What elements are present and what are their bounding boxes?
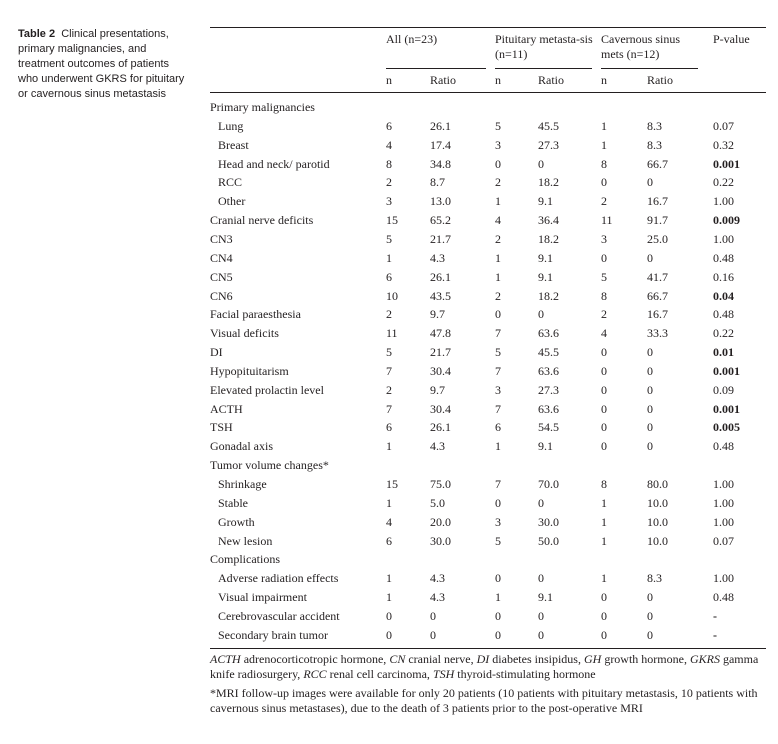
cell-n-cavernous: 0 — [601, 627, 607, 642]
cell-ratio-pituitary: 0 — [538, 307, 544, 322]
cell-ratio-all: 0 — [430, 608, 436, 623]
cell-n-cavernous: 1 — [601, 495, 607, 510]
cell-n-cavernous: 0 — [601, 382, 607, 397]
cell-ratio-all: 21.7 — [430, 345, 451, 360]
cell-ratio-pituitary: 0 — [538, 156, 544, 171]
cell-ratio-all: 34.8 — [430, 156, 451, 171]
cell-n-all: 2 — [386, 382, 392, 397]
row-label: Complications — [210, 552, 280, 567]
cell-ratio-pituitary: 9.1 — [538, 590, 553, 605]
cell-ratio-cavernous: 41.7 — [647, 269, 668, 284]
cell-p-value: - — [713, 627, 717, 642]
cell-ratio-all: 5.0 — [430, 495, 445, 510]
cell-p-value: 1.00 — [713, 194, 734, 209]
cell-n-cavernous: 0 — [601, 175, 607, 190]
row-label: Breast — [218, 137, 249, 152]
cell-n-cavernous: 8 — [601, 477, 607, 491]
cell-ratio-all: 0 — [430, 627, 436, 642]
cell-n-cavernous: 1 — [601, 571, 607, 586]
row-label: Elevated prolactin level — [210, 382, 324, 397]
footnote-abbreviations — [210, 652, 766, 682]
abbr-definition: adrenocorticotropic hormone, — [240, 652, 390, 666]
cell-n-cavernous: 8 — [601, 288, 607, 303]
cell-n-all: 0 — [386, 627, 392, 642]
row-label: DI — [210, 345, 223, 360]
cell-ratio-pituitary: 27.3 — [538, 137, 559, 152]
row-label: Visual deficits — [210, 326, 279, 341]
header-group-cavernous: Cavernous sinus mets (n=12) — [601, 32, 680, 61]
cell-ratio-all: 30.0 — [430, 533, 451, 548]
cell-ratio-cavernous: 8.3 — [647, 137, 662, 152]
row-label: Gonadal axis — [210, 439, 273, 454]
abbr-term: ACTH — [210, 652, 241, 666]
cell-ratio-pituitary: 9.1 — [538, 269, 553, 284]
table-label: Table 2 — [18, 28, 56, 40]
row-label: Hypopituitarism — [210, 363, 289, 378]
cell-n-cavernous: 1 — [601, 514, 607, 529]
cell-ratio-all: 65.2 — [430, 213, 451, 228]
cell-n-all: 10 — [386, 288, 398, 303]
cell-n-pituitary: 5 — [495, 118, 501, 133]
cell-ratio-all: 26.1 — [430, 118, 451, 133]
table-bottom-rule — [210, 648, 766, 649]
cell-n-pituitary: 5 — [495, 533, 501, 548]
cell-p-value: 1.00 — [713, 495, 734, 510]
subheader-n-all: n — [386, 73, 392, 87]
cell-ratio-cavernous: 0 — [647, 175, 653, 190]
cell-ratio-pituitary: 0 — [538, 571, 544, 586]
header-group-all: All (n=23) — [386, 32, 438, 46]
row-label: Other — [218, 194, 246, 209]
cell-n-cavernous: 0 — [601, 590, 607, 605]
subheader-ratio-cavernous: Ratio — [647, 73, 673, 87]
cell-n-pituitary: 1 — [495, 439, 501, 454]
cell-ratio-cavernous: 0 — [647, 382, 653, 397]
table-caption-text: Clinical presentations, primary malignancies, and treatment outcomes of patients who underwent GKRS for pituitary or cavernous sinus metastasis — [18, 28, 185, 100]
cell-n-cavernous: 1 — [601, 137, 607, 152]
row-label: CN6 — [210, 288, 233, 303]
cell-ratio-pituitary: 30.0 — [538, 514, 559, 529]
cell-p-value: 0.01 — [713, 345, 734, 360]
cell-p-value: 0.07 — [713, 533, 734, 548]
cell-n-all: 0 — [386, 608, 392, 623]
cell-p-value: 0.32 — [713, 137, 734, 152]
abbr-term: GH — [583, 652, 602, 666]
abbr-definition: gamma knife radiosurgery, — [210, 652, 759, 681]
cell-n-cavernous: 2 — [601, 194, 607, 209]
header-bottom-rule — [210, 92, 766, 93]
cell-ratio-cavernous: 33.3 — [647, 326, 668, 341]
cell-n-pituitary: 0 — [495, 156, 501, 171]
cell-ratio-pituitary: 18.2 — [538, 231, 559, 246]
cell-n-all: 6 — [386, 533, 392, 548]
row-label: Cranial nerve deficits — [210, 213, 314, 228]
cell-ratio-all: 4.3 — [430, 571, 445, 586]
header-group-pvalue: P-value — [713, 32, 750, 46]
cell-ratio-all: 8.7 — [430, 175, 445, 190]
row-label: CN5 — [210, 269, 233, 284]
cell-ratio-all: 30.4 — [430, 401, 451, 416]
cell-ratio-all: 30.4 — [430, 363, 451, 378]
cell-ratio-pituitary: 54.5 — [538, 420, 559, 435]
cell-n-cavernous: 1 — [601, 533, 607, 548]
cell-p-value: 0.48 — [713, 250, 734, 265]
cell-n-pituitary: 0 — [495, 608, 501, 623]
row-label: Primary malignancies — [210, 100, 315, 114]
cell-ratio-cavernous: 16.7 — [647, 307, 668, 322]
cell-n-all: 8 — [386, 156, 392, 171]
cell-ratio-cavernous: 0 — [647, 590, 653, 605]
abbr-definition: cranial nerve, — [405, 652, 477, 666]
cell-ratio-all: 4.3 — [430, 590, 445, 605]
cell-n-pituitary: 7 — [495, 363, 501, 378]
cell-ratio-cavernous: 66.7 — [647, 288, 668, 303]
row-label: TSH — [210, 420, 233, 435]
cell-n-all: 4 — [386, 137, 392, 152]
cell-ratio-all: 43.5 — [430, 288, 451, 303]
cell-ratio-pituitary: 63.6 — [538, 363, 559, 378]
cell-p-value: 0.001 — [713, 363, 740, 378]
cell-n-cavernous: 0 — [601, 439, 607, 454]
cell-n-all: 5 — [386, 231, 392, 246]
cell-n-pituitary: 0 — [495, 571, 501, 586]
subheader-n-cavernous: n — [601, 73, 607, 87]
row-label: Visual impairment — [218, 590, 307, 605]
cell-n-all: 6 — [386, 420, 392, 435]
cell-n-pituitary: 0 — [495, 307, 501, 322]
cell-p-value: 0.001 — [713, 156, 740, 171]
cell-n-all: 4 — [386, 514, 392, 529]
cell-n-all: 1 — [386, 571, 392, 586]
cell-n-all: 3 — [386, 194, 392, 209]
header-rule-cavernous — [601, 68, 698, 69]
cell-p-value: 0.07 — [713, 118, 734, 133]
cell-ratio-all: 21.7 — [430, 231, 451, 246]
cell-p-value: 0.009 — [713, 213, 740, 228]
row-label: RCC — [218, 175, 243, 190]
cell-n-pituitary: 3 — [495, 382, 501, 397]
cell-ratio-all: 26.1 — [430, 269, 451, 284]
cell-n-cavernous: 0 — [601, 420, 607, 435]
abbr-term: DI — [476, 652, 490, 666]
cell-ratio-pituitary: 0 — [538, 627, 544, 642]
cell-ratio-pituitary: 70.0 — [538, 477, 559, 491]
cell-n-pituitary: 1 — [495, 590, 501, 605]
cell-ratio-cavernous: 10.0 — [647, 495, 668, 510]
row-label: Stable — [218, 495, 248, 510]
cell-n-all: 15 — [386, 477, 398, 491]
cell-n-all: 1 — [386, 250, 392, 265]
cell-n-all: 1 — [386, 439, 392, 454]
cell-ratio-cavernous: 10.0 — [647, 533, 668, 548]
cell-ratio-pituitary: 0 — [538, 495, 544, 510]
cell-n-all: 7 — [386, 401, 392, 416]
cell-ratio-cavernous: 8.3 — [647, 571, 662, 586]
cell-ratio-pituitary: 45.5 — [538, 345, 559, 360]
cell-ratio-all: 4.3 — [430, 250, 445, 265]
row-label: Tumor volume changes* — [210, 458, 329, 473]
cell-ratio-all: 26.1 — [430, 420, 451, 435]
cell-n-all: 6 — [386, 118, 392, 133]
cell-p-value: 1.00 — [713, 477, 734, 491]
cell-ratio-all: 47.8 — [430, 326, 451, 341]
cell-n-pituitary: 0 — [495, 627, 501, 642]
row-label: Growth — [218, 514, 255, 529]
row-label: Head and neck/ parotid — [218, 156, 330, 171]
row-label: Secondary brain tumor — [218, 627, 328, 642]
header-rule-all — [386, 68, 486, 69]
cell-p-value: 0.005 — [713, 420, 740, 435]
row-label: CN4 — [210, 250, 233, 265]
cell-ratio-pituitary: 9.1 — [538, 250, 553, 265]
cell-ratio-cavernous: 16.7 — [647, 194, 668, 209]
cell-ratio-pituitary: 18.2 — [538, 288, 559, 303]
cell-ratio-pituitary: 9.1 — [538, 194, 553, 209]
cell-p-value: - — [713, 608, 717, 623]
cell-ratio-cavernous: 66.7 — [647, 156, 668, 171]
footnote-mri: *MRI follow-up images were available for only 20 patients (10 patients with pituitary metastasis, 10 patients with cavernous sinus metastases), due to the death of 3 patients prior to the post-operative MRI — [210, 686, 758, 715]
cell-n-cavernous: 0 — [601, 608, 607, 623]
cell-n-pituitary: 5 — [495, 345, 501, 360]
cell-ratio-pituitary: 0 — [538, 608, 544, 623]
cell-n-cavernous: 0 — [601, 401, 607, 416]
row-label: Adverse radiation effects — [218, 571, 339, 586]
cell-n-pituitary: 1 — [495, 250, 501, 265]
cell-n-cavernous: 4 — [601, 326, 607, 341]
cell-p-value: 0.48 — [713, 439, 734, 454]
cell-ratio-pituitary: 45.5 — [538, 118, 559, 133]
cell-n-all: 5 — [386, 345, 392, 360]
cell-n-pituitary: 2 — [495, 175, 501, 190]
cell-p-value: 0.04 — [713, 288, 734, 303]
cell-ratio-cavernous: 0 — [647, 608, 653, 623]
cell-ratio-cavernous: 0 — [647, 420, 653, 435]
cell-n-pituitary: 2 — [495, 231, 501, 246]
cell-ratio-cavernous: 0 — [647, 250, 653, 265]
cell-ratio-cavernous: 0 — [647, 345, 653, 360]
cell-ratio-all: 9.7 — [430, 382, 445, 397]
cell-p-value: 0.16 — [713, 269, 734, 284]
row-label: Cerebrovascular accident — [218, 608, 340, 623]
subheader-ratio-all: Ratio — [430, 73, 456, 87]
cell-ratio-all: 20.0 — [430, 514, 451, 529]
cell-n-all: 11 — [386, 326, 398, 341]
cell-n-pituitary: 3 — [495, 137, 501, 152]
abbr-term: TSH — [432, 667, 455, 681]
cell-n-pituitary: 6 — [495, 420, 501, 435]
cell-ratio-cavernous: 0 — [647, 363, 653, 378]
cell-ratio-all: 75.0 — [430, 477, 451, 491]
header-rule-pituitary — [495, 68, 592, 69]
header-group-pituitary: Pituitary metasta-sis (n=11) — [495, 32, 593, 61]
cell-n-all: 2 — [386, 175, 392, 190]
cell-ratio-pituitary: 63.6 — [538, 326, 559, 341]
cell-n-all: 6 — [386, 269, 392, 284]
cell-n-cavernous: 0 — [601, 250, 607, 265]
cell-n-pituitary: 1 — [495, 269, 501, 284]
cell-n-pituitary: 7 — [495, 326, 501, 341]
row-label: Shrinkage — [218, 477, 267, 491]
row-label: CN3 — [210, 231, 233, 246]
abbr-term: GKRS — [689, 652, 720, 666]
cell-ratio-pituitary: 36.4 — [538, 213, 559, 228]
cell-p-value: 0.48 — [713, 307, 734, 322]
cell-n-pituitary: 3 — [495, 514, 501, 529]
cell-p-value: 1.00 — [713, 231, 734, 246]
cell-ratio-all: 9.7 — [430, 307, 445, 322]
table-top-rule — [210, 27, 766, 28]
cell-ratio-cavernous: 0 — [647, 401, 653, 416]
abbr-definition: renal cell carcinoma, — [326, 667, 433, 681]
cell-ratio-cavernous: 91.7 — [647, 213, 668, 228]
cell-ratio-pituitary: 27.3 — [538, 382, 559, 397]
cell-n-pituitary: 2 — [495, 288, 501, 303]
cell-n-cavernous: 0 — [601, 363, 607, 378]
cell-p-value: 1.00 — [713, 514, 734, 529]
abbr-definition: diabetes insipidus, — [489, 652, 584, 666]
cell-ratio-cavernous: 25.0 — [647, 231, 668, 246]
row-label: Lung — [218, 118, 244, 133]
cell-p-value: 0.001 — [713, 401, 740, 416]
cell-n-pituitary: 1 — [495, 194, 501, 209]
abbr-definition: growth hormone, — [601, 652, 690, 666]
cell-n-all: 15 — [386, 213, 398, 228]
cell-n-all: 1 — [386, 495, 392, 510]
cell-ratio-pituitary: 63.6 — [538, 401, 559, 416]
abbr-definition: thyroid-stimulating hormone — [454, 667, 596, 681]
cell-p-value: 1.00 — [713, 571, 734, 586]
cell-n-cavernous: 2 — [601, 307, 607, 322]
cell-ratio-cavernous: 8.3 — [647, 118, 662, 133]
cell-ratio-cavernous: 80.0 — [647, 477, 668, 491]
abbr-term: RCC — [303, 667, 327, 681]
cell-ratio-cavernous: 0 — [647, 627, 653, 642]
cell-ratio-cavernous: 10.0 — [647, 514, 668, 529]
cell-p-value: 0.48 — [713, 590, 734, 605]
cell-ratio-cavernous: 0 — [647, 439, 653, 454]
cell-p-value: 0.09 — [713, 382, 734, 397]
cell-ratio-all: 4.3 — [430, 439, 445, 454]
cell-n-all: 1 — [386, 590, 392, 605]
cell-n-cavernous: 8 — [601, 156, 607, 171]
cell-n-pituitary: 0 — [495, 495, 501, 510]
cell-ratio-all: 17.4 — [430, 137, 451, 152]
row-label: Facial paraesthesia — [210, 307, 301, 322]
cell-n-all: 2 — [386, 307, 392, 322]
cell-ratio-all: 13.0 — [430, 194, 451, 209]
cell-n-cavernous: 3 — [601, 231, 607, 246]
cell-n-pituitary: 4 — [495, 213, 501, 228]
row-label: ACTH — [210, 401, 243, 416]
cell-n-cavernous: 1 — [601, 118, 607, 133]
table-caption — [18, 27, 190, 102]
cell-n-cavernous: 0 — [601, 345, 607, 360]
subheader-ratio-pituitary: Ratio — [538, 73, 564, 87]
cell-ratio-pituitary: 50.0 — [538, 533, 559, 548]
cell-n-pituitary: 7 — [495, 401, 501, 416]
cell-n-pituitary: 7 — [495, 477, 501, 491]
cell-n-cavernous: 5 — [601, 269, 607, 284]
cell-p-value: 0.22 — [713, 326, 734, 341]
subheader-n-pituitary: n — [495, 73, 501, 87]
cell-p-value: 0.22 — [713, 175, 734, 190]
cell-ratio-pituitary: 9.1 — [538, 439, 553, 454]
cell-n-all: 7 — [386, 363, 392, 378]
row-label: New lesion — [218, 533, 273, 548]
cell-n-cavernous: 11 — [601, 213, 613, 228]
cell-ratio-pituitary: 18.2 — [538, 175, 559, 190]
abbr-term: CN — [389, 652, 406, 666]
